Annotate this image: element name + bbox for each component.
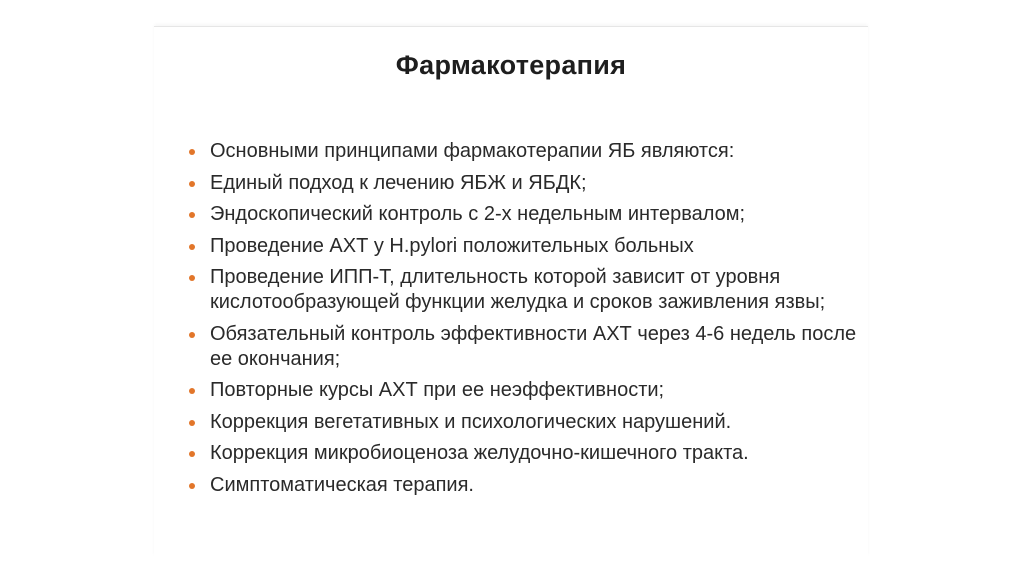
bullet-item [188, 441, 858, 466]
bullet-text: Обязательный контроль эффективности АХТ через 4-6 недель после ее окончания; [210, 322, 857, 370]
bullet-dot-icon [189, 275, 195, 281]
bullet-dot-icon [189, 483, 195, 489]
bullet-dot-icon [189, 332, 195, 338]
bullet-dot-icon [189, 420, 195, 426]
slide-title: Фармакотерапия [395, 50, 627, 80]
bullet-dot-icon [189, 244, 195, 250]
bullet-dot-icon [189, 181, 195, 187]
bullet-text: Эндоскопический контроль с 2-х недельным интервалом; [210, 203, 746, 225]
bullet-list [188, 139, 858, 504]
bullet-item [188, 378, 858, 403]
bullet-dot-icon [189, 212, 195, 218]
slide [154, 26, 868, 557]
bullet-item [188, 234, 858, 259]
bullet-item [188, 322, 858, 372]
bullet-text: Единый подход к лечению ЯБЖ и ЯБДК; [210, 171, 587, 194]
bullet-item [188, 265, 858, 315]
bullet-item [188, 410, 858, 435]
bullet-item [188, 202, 858, 227]
bullet-item [188, 139, 858, 164]
bullet-text: Симптоматическая терапия. [210, 473, 474, 496]
bullet-item [188, 473, 858, 498]
bullet-text: Повторные курсы АХТ при ее неэффективности; [210, 379, 665, 401]
bullet-text: Основными принципами фармакотерапии ЯБ являются: [210, 140, 735, 162]
bullet-dot-icon [189, 451, 195, 457]
bullet-text: Проведение ИПП-Т, длительность которой зависит от уровня кислотообразующей функции желудка и сроков заживления язвы; [210, 266, 826, 313]
bullet-dot-icon [189, 388, 195, 394]
bullet-text: Коррекция микробиоценоза желудочно-кишечного тракта. [210, 442, 749, 464]
bullet-item [188, 171, 858, 196]
bullet-dot-icon [189, 149, 195, 155]
bullet-text: Коррекция вегетативных и психологических нарушений. [210, 410, 732, 433]
bullet-text: Проведение АХТ у H.pylori положительных больных [210, 234, 694, 257]
